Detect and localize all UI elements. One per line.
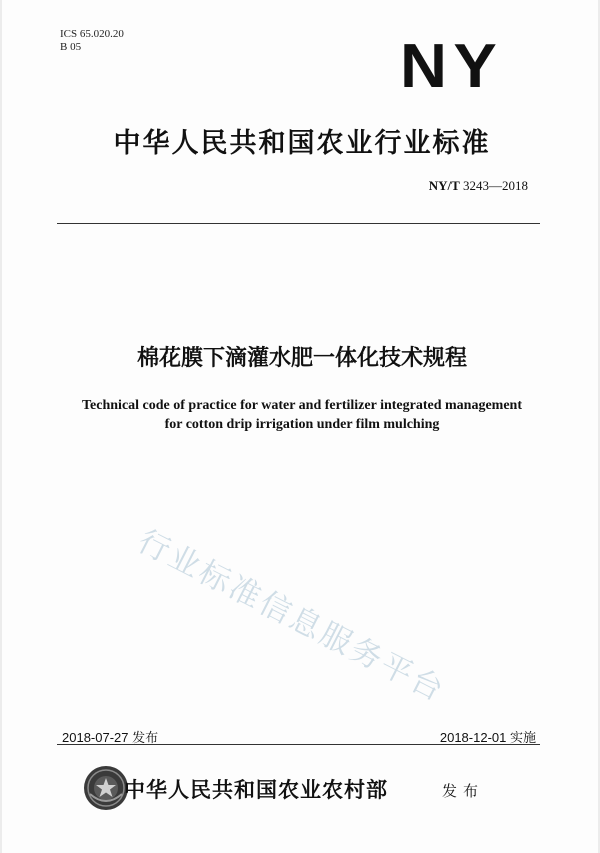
standard-number [429,178,528,194]
implementation-date: 2018-12-01 [439,730,507,745]
top-divider [57,223,540,224]
national-emblem-icon [82,764,130,812]
title-english-line-1: Technical code of practice for water and fertilizer integrated management [82,398,522,413]
issuing-authority: 中华人民共和国农业农村部 [124,777,388,802]
title-english [42,396,562,434]
issuer-action-label: 发布 [442,782,485,800]
ccs-code: B 05 [60,41,82,53]
issue-date-label: 发布 [132,731,159,746]
ny-logo: NY [400,32,504,101]
classification-codes [60,28,124,54]
watermark-text: 行业标准信息服务平台 [132,523,452,710]
bottom-divider [57,744,540,745]
ics-code: ICS 65.020.20 [60,28,124,40]
standard-code-number: 3243—2018 [463,178,528,193]
title-chinese: 棉花膜下滴灌水肥一体化技术规程 [136,346,467,371]
title-english-line-2: for cotton drip irrigation under film mulching [164,417,440,432]
standard-code-prefix: NY/T [428,178,460,193]
implementation-date-label: 实施 [509,731,536,746]
standard-type-heading: 中华人民共和国农业行业标准 [113,128,491,159]
issue-date: 2018-07-27 [62,730,129,745]
